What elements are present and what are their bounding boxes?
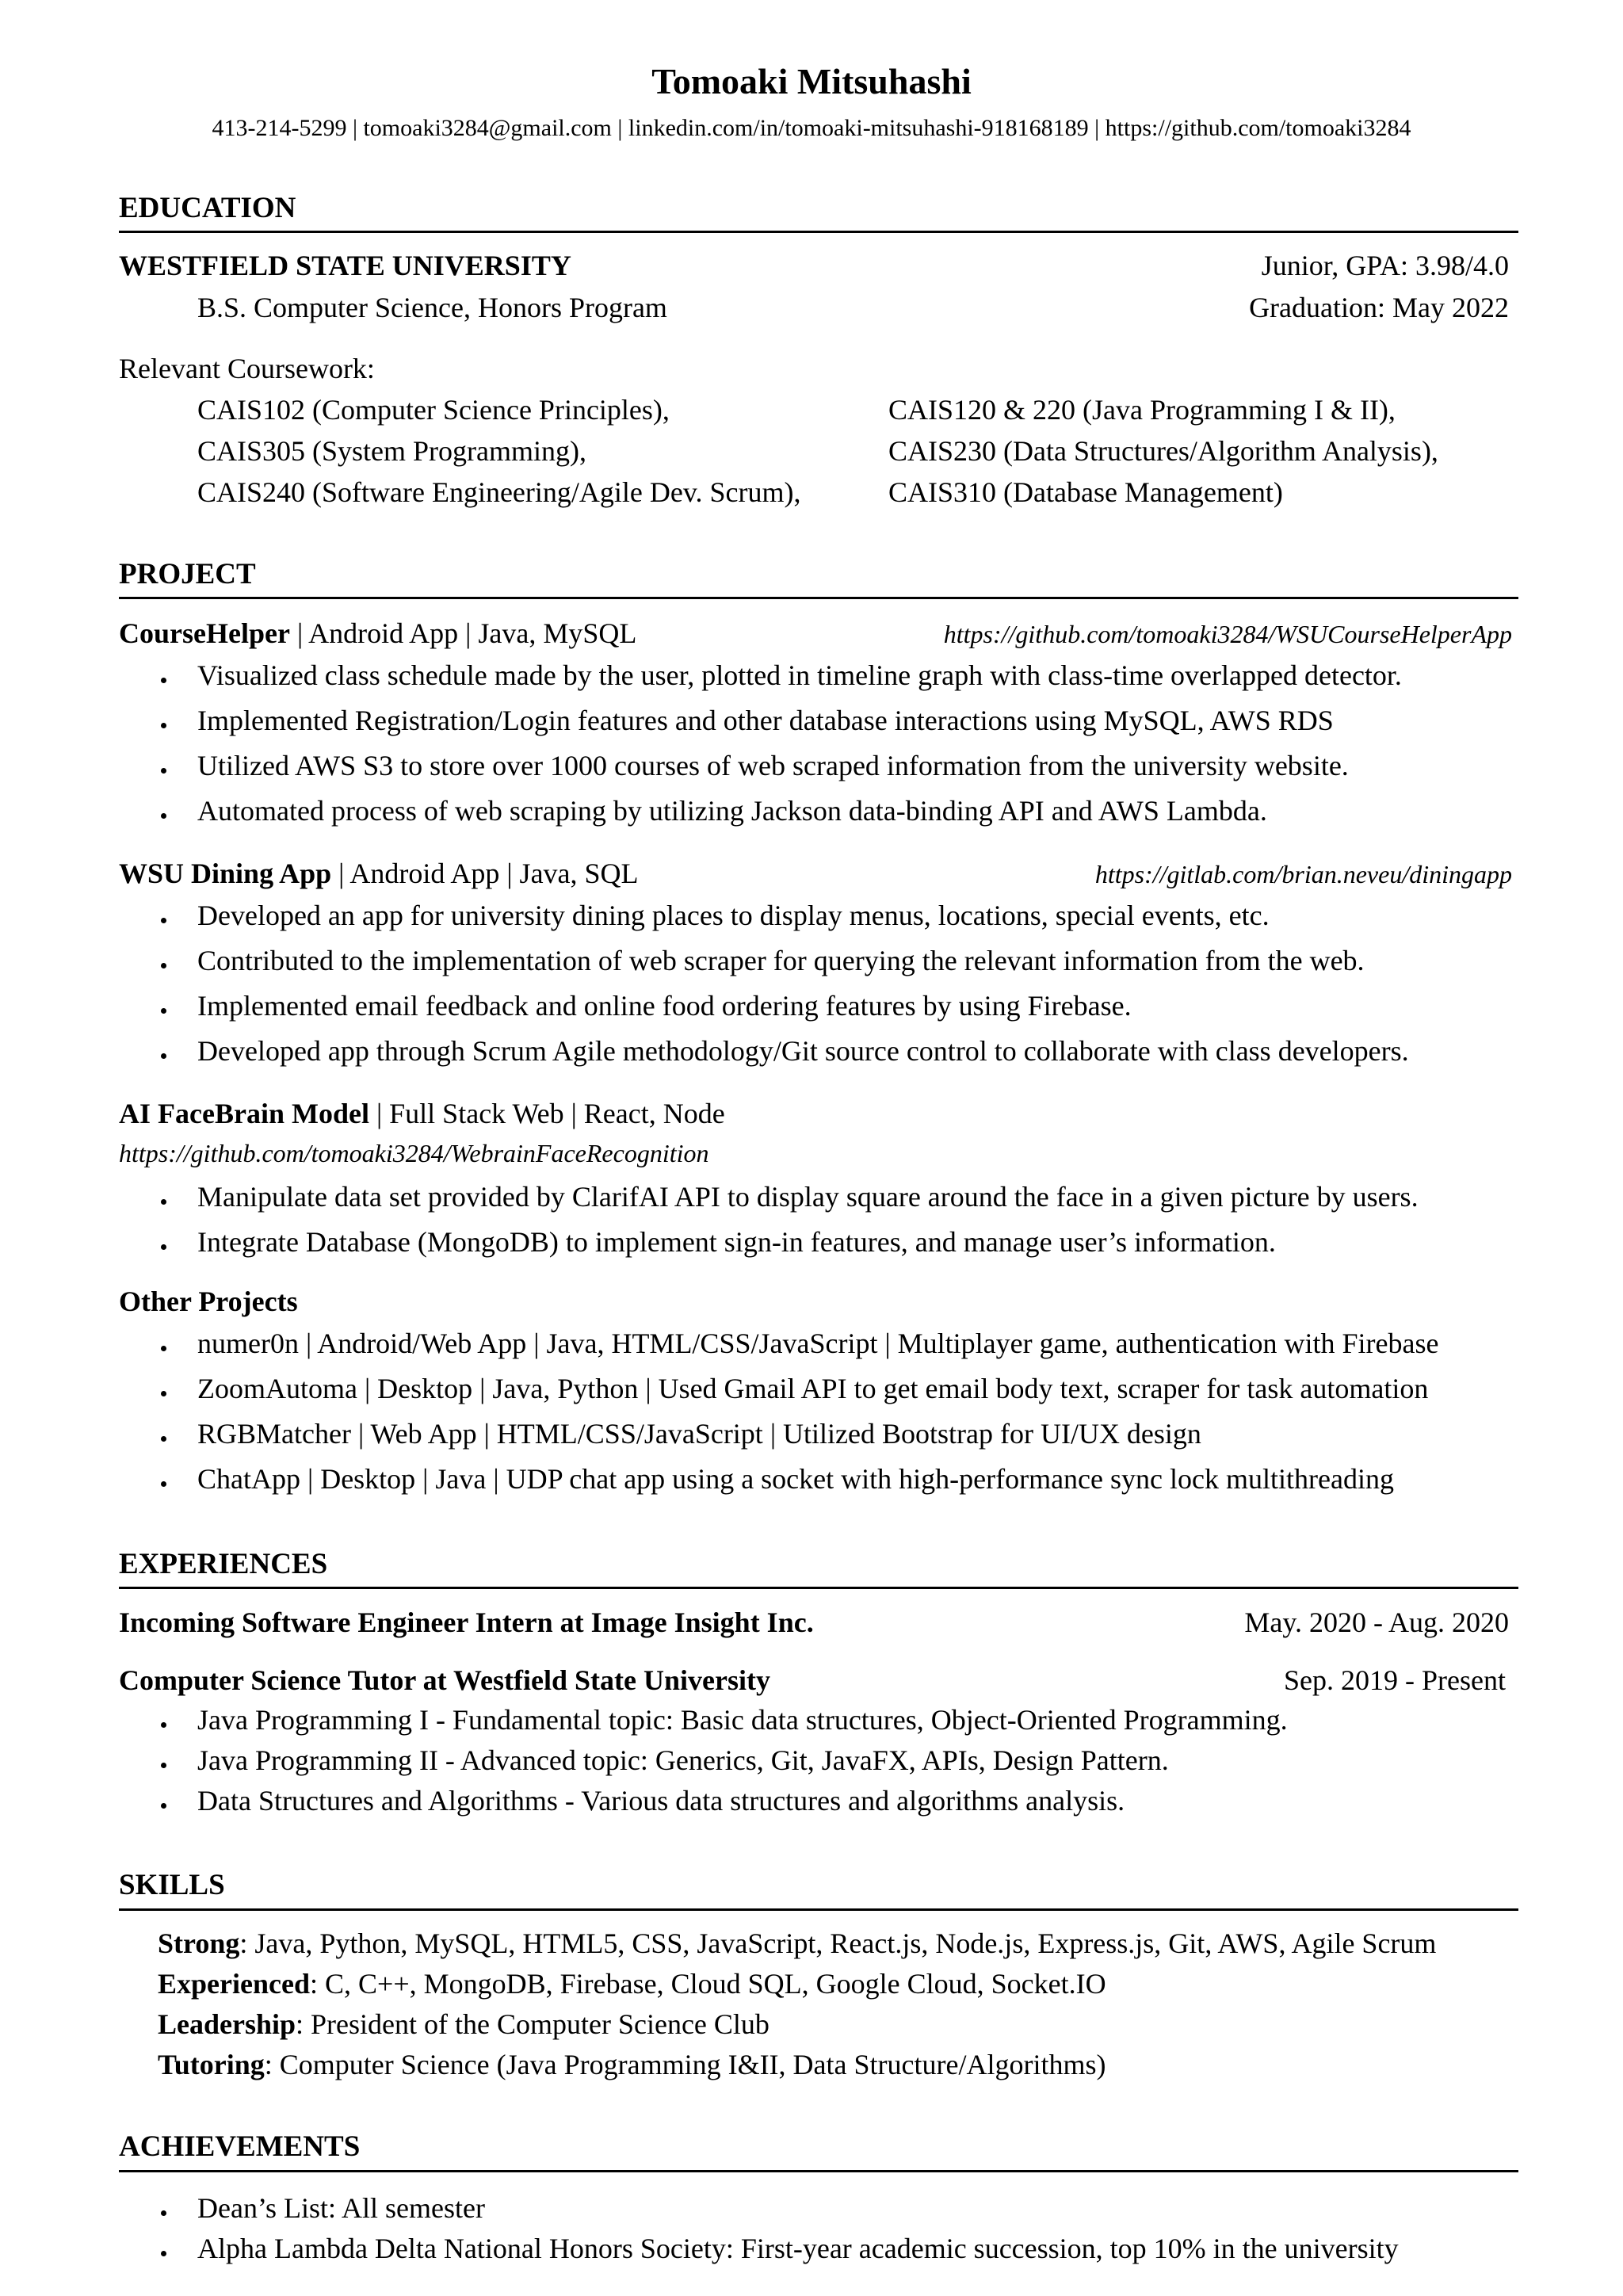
skill-value: : President of the Computer Science Club — [296, 2008, 769, 2040]
achievements-heading: ACHIEVEMENTS — [119, 2130, 361, 2163]
skill-value: : C, C++, MongoDB, Firebase, Cloud SQL, Google Cloud, Socket.IO — [309, 1968, 1106, 2000]
course-item: CAIS102 (Computer Science Principles), — [197, 394, 670, 426]
course-item: CAIS305 (System Programming), — [197, 435, 586, 467]
skill-label: Experienced — [158, 1968, 310, 2000]
project-bullet: Implemented Registration/Login features and other database interactions using MySQL, AWS RDS — [197, 705, 1334, 736]
project-meta: | Full Stack Web | React, Node — [369, 1098, 725, 1129]
job-dates: May. 2020 - Aug. 2020 — [1244, 1606, 1509, 1638]
course-item: CAIS120 & 220 (Java Programming I & II), — [888, 394, 1396, 426]
other-projects-heading: Other Projects — [119, 1286, 298, 1317]
skill-line — [158, 1929, 1436, 1958]
project-name: AI FaceBrain Model — [119, 1098, 369, 1129]
bullet-icon — [161, 918, 166, 923]
job-title: Incoming Software Engineer Intern at Image Insight Inc. — [119, 1606, 814, 1638]
contact-line: 413-214-5299 | tomoaki3284@gmail.com | linkedin.com/in/tomoaki-mitsuhashi-918168189 | https://github.com/tomoaki3284 — [212, 115, 1411, 141]
bullet-icon — [161, 1053, 166, 1059]
project-bullet: Contributed to the implementation of web scraper for querying the relevant information from the web. — [197, 945, 1365, 976]
achievements-rule — [119, 2170, 1518, 2172]
candidate-name: Tomoaki Mitsuhashi — [651, 61, 972, 101]
bullet-icon — [161, 768, 166, 774]
skill-label: Leadership — [158, 2008, 296, 2040]
project-bullet: Implemented email feedback and online food ordering features by using Firebase. — [197, 990, 1132, 1022]
project-bullet: Developed app through Scrum Agile methodology/Git source control to collaborate with class developers. — [197, 1035, 1409, 1067]
project-bullet: Integrate Database (MongoDB) to implement sign-in features, and manage user’s information. — [197, 1226, 1276, 1258]
education-rule — [119, 231, 1518, 233]
project-bullet: Manipulate data set provided by ClarifAI API to display square around the face in a given picture by users. — [197, 1181, 1419, 1213]
project-repo-link[interactable]: https://github.com/tomoaki3284/WebrainFaceRecognition — [119, 1139, 709, 1167]
project-repo-link[interactable]: https://gitlab.com/brian.neveu/diningapp — [1094, 860, 1512, 888]
bullet-icon — [161, 1803, 166, 1809]
achievement-bullet: Dean’s List: All semester — [197, 2192, 485, 2224]
project-bullet: Utilized AWS S3 to store over 1000 courses of web scraped information from the university website. — [197, 750, 1349, 781]
bullet-icon — [161, 1008, 166, 1014]
course-item: CAIS310 (Database Management) — [888, 476, 1283, 508]
job-bullet: Java Programming II - Advanced topic: Generics, Git, JavaFX, APIs, Design Pattern. — [197, 1744, 1169, 1776]
experiences-rule — [119, 1587, 1518, 1589]
project-bullet: Developed an app for university dining places to display menus, locations, special events, etc. — [197, 900, 1270, 931]
skill-line — [158, 1969, 1106, 1998]
bullet-icon — [161, 963, 166, 968]
skills-heading: SKILLS — [119, 1869, 225, 1901]
bullet-icon — [161, 2251, 166, 2256]
degree: B.S. Computer Science, Honors Program — [197, 292, 667, 323]
project-meta: | Android App | Java, MySQL — [289, 617, 637, 649]
skill-label: Strong — [158, 1927, 240, 1959]
skill-line — [158, 2050, 1106, 2079]
achievement-bullet: Alpha Lambda Delta National Honors Society: First-year academic succession, top 10% in the university — [197, 2233, 1399, 2264]
bullet-icon — [161, 723, 166, 728]
skill-label: Tutoring — [158, 2049, 265, 2080]
course-item: CAIS230 (Data Structures/Algorithm Analysis), — [888, 435, 1438, 467]
job-dates: Sep. 2019 - Present — [1284, 1664, 1506, 1696]
bullet-icon — [161, 1199, 166, 1205]
bullet-icon — [161, 813, 166, 819]
school-name: WESTFIELD STATE UNIVERSITY — [119, 250, 571, 281]
job-bullet: Java Programming I - Fundamental topic: Basic data structures, Object-Oriented Programming. — [197, 1704, 1288, 1736]
other-project-bullet: RGBMatcher | Web App | HTML/CSS/JavaScript | Utilized Bootstrap for UI/UX design — [197, 1418, 1201, 1450]
other-project-bullet: numer0n | Android/Web App | Java, HTML/CSS/JavaScript | Multiplayer game, authentication with Firebase — [197, 1328, 1439, 1359]
project-bullet: Automated process of web scraping by utilizing Jackson data-binding API and AWS Lambda. — [197, 795, 1267, 827]
experiences-heading: EXPERIENCES — [119, 1548, 328, 1580]
bullet-icon — [161, 1436, 166, 1442]
other-project-bullet: ChatApp | Desktop | Java | UDP chat app using a socket with high-performance sync lock multithreading — [197, 1463, 1394, 1495]
bullet-icon — [161, 1346, 166, 1351]
graduation-date: Graduation: May 2022 — [1249, 292, 1509, 323]
gpa-standing: Junior, GPA: 3.98/4.0 — [1261, 250, 1509, 281]
bullet-icon — [161, 1763, 166, 1768]
project-name: WSU Dining App — [119, 858, 332, 889]
project-meta: | Android App | Java, SQL — [331, 858, 639, 889]
course-item: CAIS240 (Software Engineering/Agile Dev. Scrum), — [197, 476, 801, 508]
project-rule — [119, 597, 1518, 599]
bullet-icon — [161, 1722, 166, 1728]
bullet-icon — [161, 1391, 166, 1396]
project-repo-link[interactable]: https://github.com/tomoaki3284/WSUCourseHelperApp — [943, 620, 1512, 648]
job-title: Computer Science Tutor at Westfield State University — [119, 1664, 770, 1696]
bullet-icon — [161, 2210, 166, 2216]
bullet-icon — [161, 1244, 166, 1250]
coursework-label: Relevant Coursework: — [119, 353, 375, 384]
bullet-icon — [161, 1481, 166, 1487]
project-title-line — [119, 1099, 725, 1128]
education-heading: EDUCATION — [119, 192, 296, 224]
skills-rule — [119, 1908, 1518, 1911]
skill-value: : Java, Python, MySQL, HTML5, CSS, JavaScript, React.js, Node.js, Express.js, Git, AWS, Agile Scrum — [239, 1927, 1437, 1959]
job-bullet: Data Structures and Algorithms - Various data structures and algorithms analysis. — [197, 1785, 1125, 1817]
project-title-line — [119, 859, 639, 888]
project-title-line — [119, 619, 636, 648]
bullet-icon — [161, 678, 166, 683]
other-project-bullet: ZoomAutoma | Desktop | Java, Python | Used Gmail API to get email body text, scraper for task automation — [197, 1373, 1429, 1404]
skill-value: : Computer Science (Java Programming I&II, Data Structure/Algorithms) — [264, 2049, 1106, 2080]
project-bullet: Visualized class schedule made by the user, plotted in timeline graph with class-time overlapped detector. — [197, 659, 1402, 691]
skill-line — [158, 2010, 769, 2038]
project-name: CourseHelper — [119, 617, 290, 649]
project-heading: PROJECT — [119, 558, 256, 590]
